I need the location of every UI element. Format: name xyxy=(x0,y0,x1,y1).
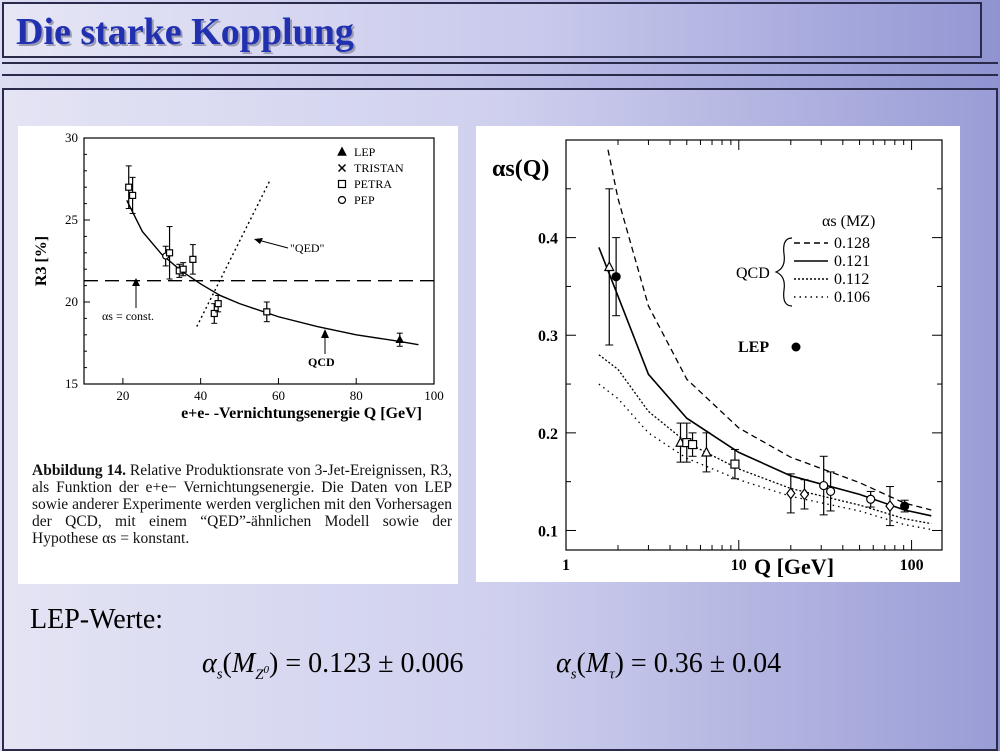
annotation-arrowhead xyxy=(132,278,140,286)
x-tick-label: 100 xyxy=(424,388,444,403)
legend-entry: TRISTAN xyxy=(354,161,404,175)
legend-entry: 0.128 xyxy=(834,235,870,252)
y-tick-label: 0.2 xyxy=(538,425,558,443)
legend-entry: LEP xyxy=(354,145,376,159)
figure-caption xyxy=(32,462,452,547)
caption-body: Relative Produktionsrate von 3-Jet-Ereignissen, R3, als Funktion der e+e− Vernichtungsenergie. Die Daten von LEP sowie anderer Experimente werden verglichen mit den Vorhersagen der QCD, mit einem “QED”-ähnlichen Modell sowie der Hypothese αs = konstant. xyxy=(32,462,453,547)
curve-line xyxy=(608,150,931,510)
annotation-arrowhead xyxy=(321,329,329,338)
x-tick-label: 60 xyxy=(271,388,285,403)
curve-line xyxy=(599,355,931,524)
data-point xyxy=(787,488,795,498)
alpha-s-chart xyxy=(476,126,960,582)
y-axis-label: αs(Q) xyxy=(492,156,550,182)
data-point xyxy=(396,336,403,342)
divider-line xyxy=(2,62,998,64)
y-tick-label: 0.1 xyxy=(538,523,558,541)
data-point xyxy=(820,482,828,490)
data-point xyxy=(689,441,697,449)
annotation-arrow xyxy=(258,240,288,248)
curve-line xyxy=(197,179,271,327)
data-point xyxy=(264,309,270,315)
formula-mtau: $\alpha_s(M_\tau) = 0.36 \pm 0.04$ xyxy=(556,648,782,683)
y-tick-label: 20 xyxy=(65,294,78,309)
data-point xyxy=(167,250,173,256)
caption-head: Abbildung 14. xyxy=(32,462,126,479)
left-figure xyxy=(18,126,458,584)
data-point xyxy=(901,502,909,510)
legend-entry: 0.112 xyxy=(834,271,870,288)
y-axis-label: R3 [%] xyxy=(33,235,50,287)
x-tick-label: 80 xyxy=(349,388,363,403)
annotation-alpha-const: αs = const. xyxy=(102,309,155,323)
x-axis-label: Q [GeV] xyxy=(753,554,835,579)
legend-entry: 0.121 xyxy=(834,253,870,270)
y-tick-label: 30 xyxy=(65,130,78,145)
x-tick-label: 10 xyxy=(730,557,747,574)
x-tick-label: 20 xyxy=(116,388,130,403)
legend-group-label: QCD xyxy=(736,265,770,282)
data-point xyxy=(130,192,136,198)
x-axis-label: e+e- -Vernichtungsenergie Q [GeV] xyxy=(181,405,422,422)
data-point xyxy=(867,495,875,503)
y-tick-label: 0.4 xyxy=(538,230,558,248)
curve-line xyxy=(127,200,419,344)
annotation-qed: "QED" xyxy=(290,241,325,255)
formula-mz: $\alpha_s(M_{Z^0}) = 0.123 \pm 0.006$ xyxy=(202,648,464,683)
legend-entry: PETRA xyxy=(354,177,393,191)
lep-marker xyxy=(792,343,801,352)
annotation-qcd: QCD xyxy=(308,355,335,369)
y-tick-label: 15 xyxy=(65,376,78,391)
data-point xyxy=(338,148,346,155)
x-tick-label: 100 xyxy=(899,557,924,574)
data-point xyxy=(126,184,132,190)
lep-values-label: LEP-Werte: xyxy=(30,604,164,635)
right-figure xyxy=(476,126,960,582)
data-point xyxy=(731,460,739,468)
data-point xyxy=(612,273,620,281)
legend-brace xyxy=(776,238,792,306)
y-tick-label: 25 xyxy=(65,212,78,227)
data-point xyxy=(339,197,346,204)
x-tick-label: 40 xyxy=(194,388,208,403)
slide-title: Die starke Kopplung xyxy=(16,11,354,53)
data-point xyxy=(827,487,835,495)
data-point xyxy=(339,181,346,188)
lep-label: LEP xyxy=(738,339,770,356)
curve-line xyxy=(599,247,931,515)
curve-line xyxy=(599,384,931,529)
y-tick-label: 0.3 xyxy=(538,328,558,346)
data-point xyxy=(886,501,894,511)
legend-title: αs (MZ) xyxy=(822,213,876,230)
legend-entry: 0.106 xyxy=(834,289,870,306)
title-bar xyxy=(2,2,982,58)
r3-chart xyxy=(18,126,458,446)
x-tick-label: 1 xyxy=(562,557,570,574)
data-point xyxy=(215,301,221,307)
data-point xyxy=(702,448,711,456)
data-point xyxy=(190,256,196,262)
divider-line xyxy=(2,74,998,76)
data-point xyxy=(180,266,186,272)
legend-entry: PEP xyxy=(354,193,375,207)
